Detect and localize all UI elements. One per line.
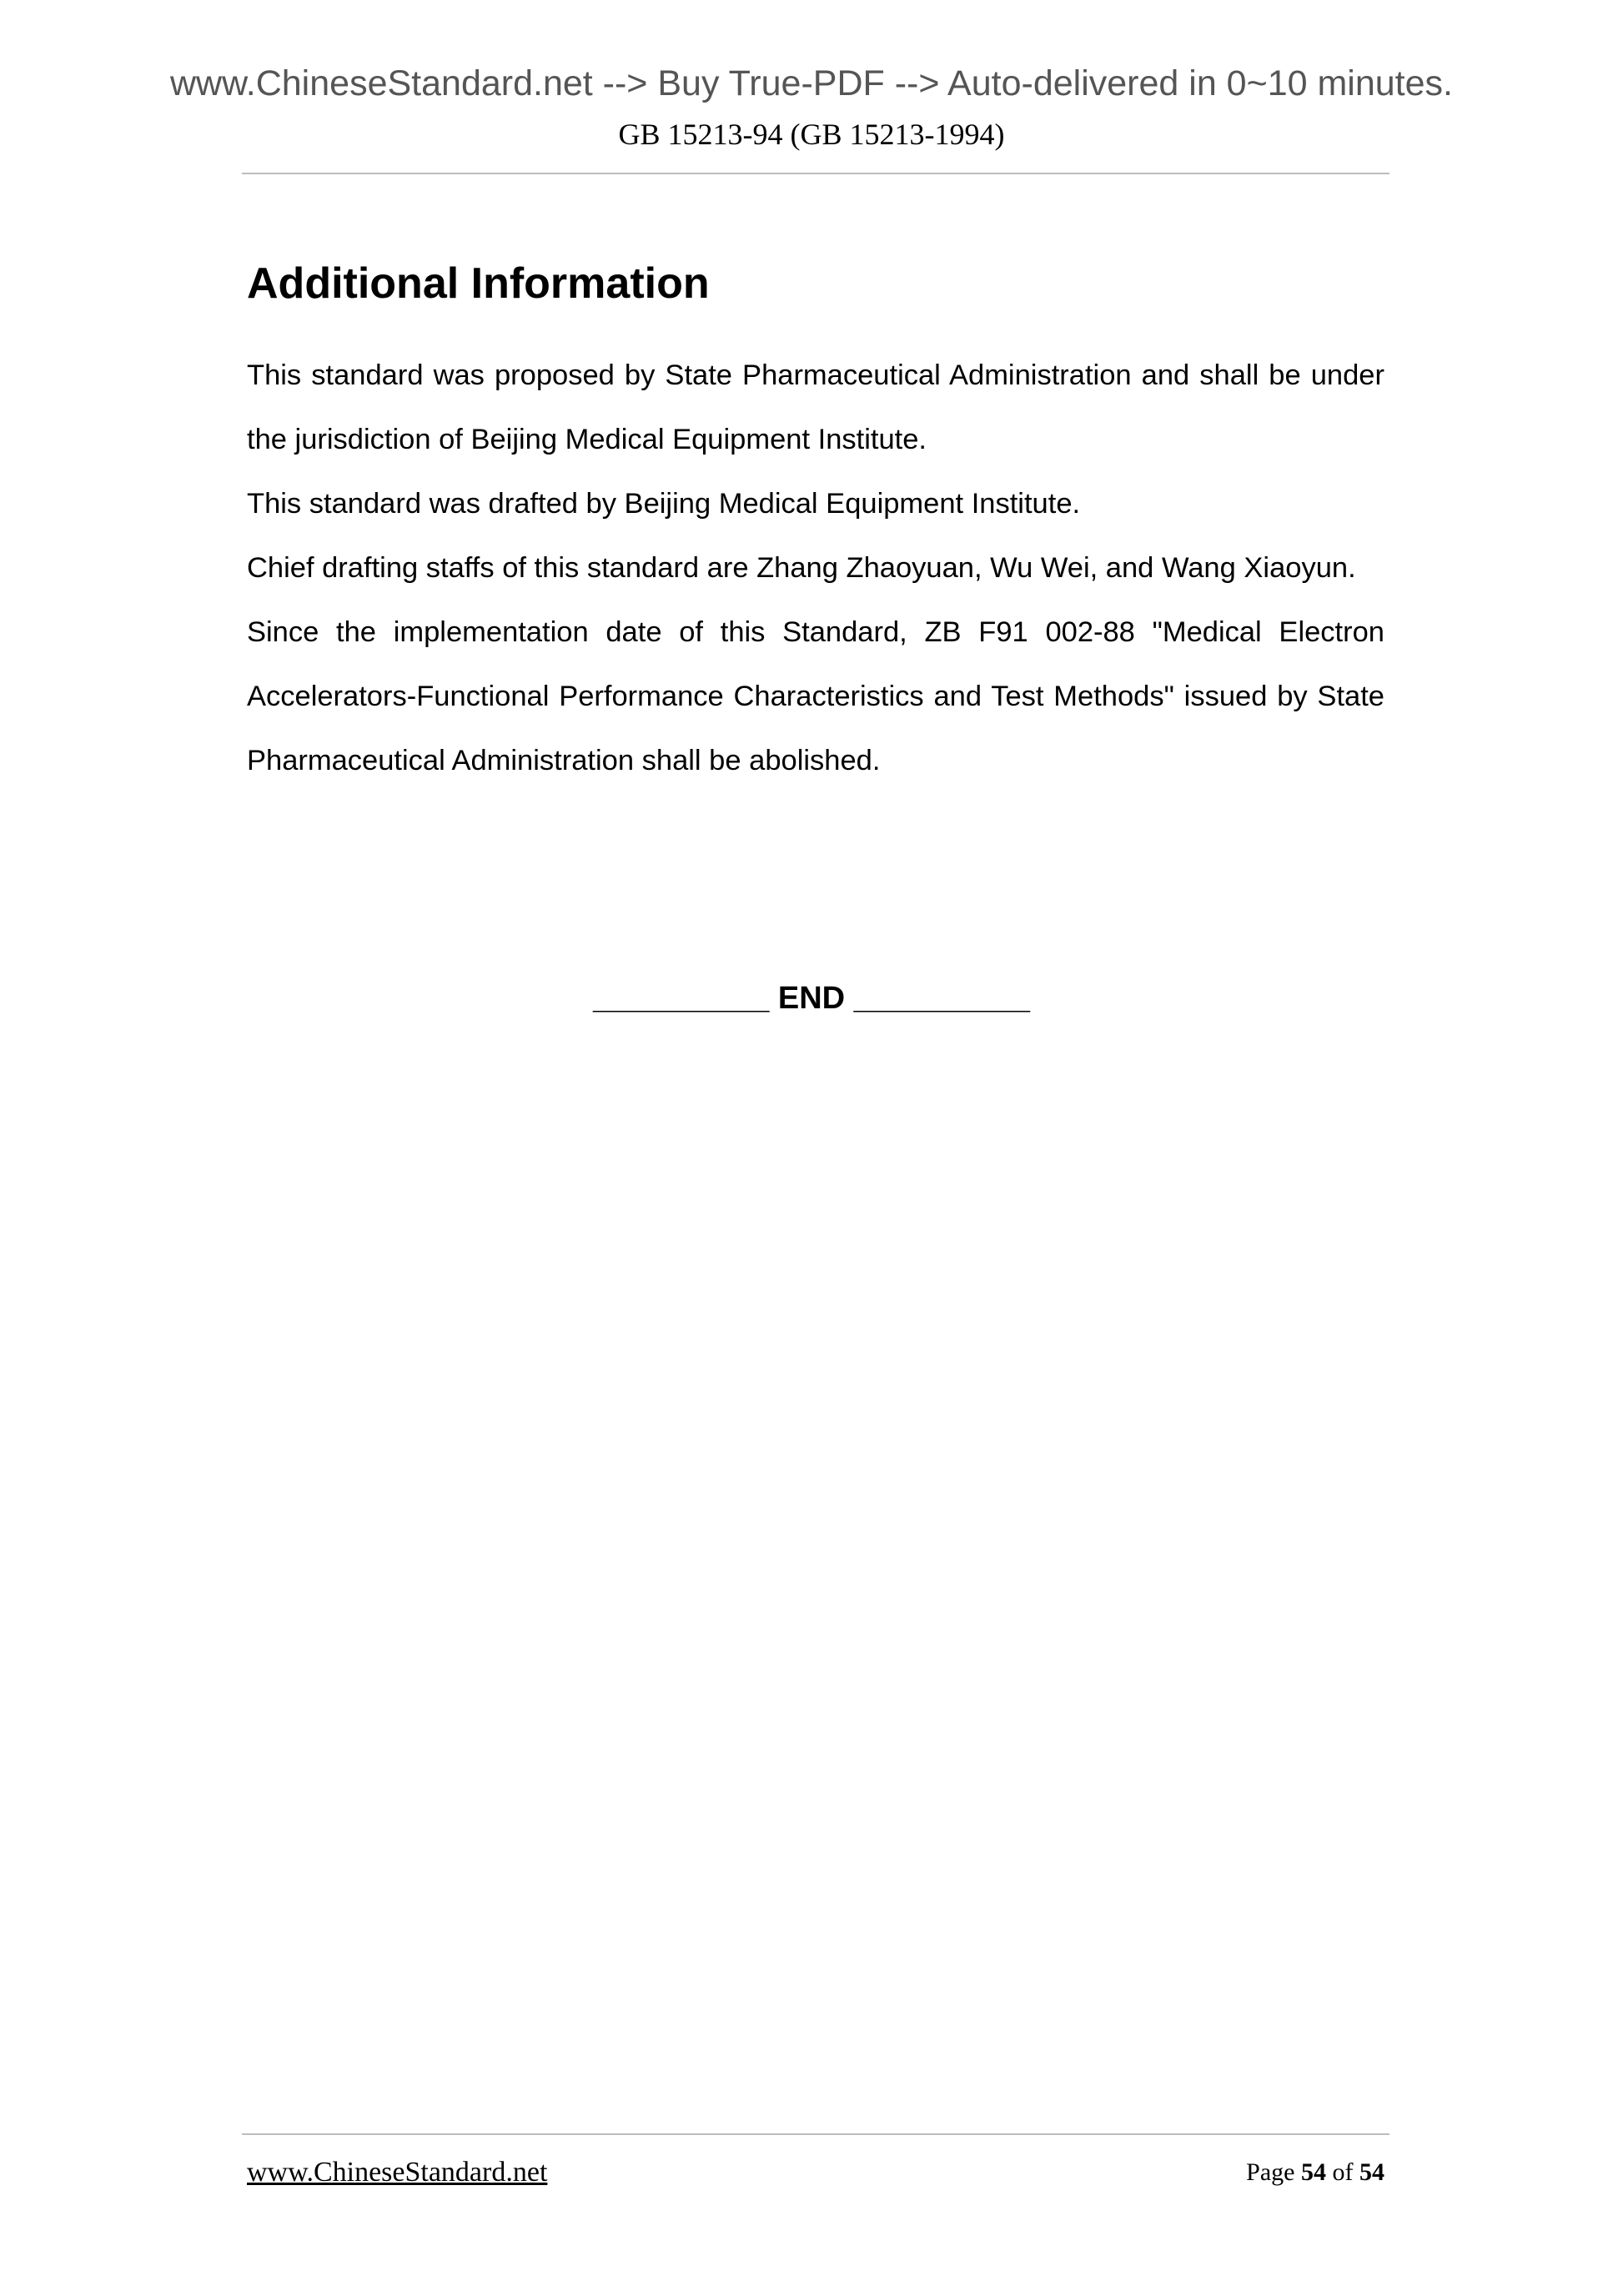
header-divider <box>242 173 1389 174</box>
end-marker: __________ END __________ <box>592 981 1031 1016</box>
section-heading: Additional Information <box>247 259 710 308</box>
paragraph-proposed-by: This standard was proposed by State Pharmaceutical Administration and shall be under the jurisdiction of Beijing Medical Equipment Institute. <box>247 359 1384 455</box>
page-current: 54 <box>1301 2158 1326 2186</box>
site-banner: www.ChineseStandard.net --> Buy True-PDF --> Auto-delivered in 0~10 minutes. <box>169 63 1453 103</box>
page-number <box>1246 2158 1384 2187</box>
page-total: 54 <box>1359 2158 1384 2186</box>
footer-site-link[interactable]: www.ChineseStandard.net <box>247 2157 548 2188</box>
page-of: of <box>1332 2158 1354 2186</box>
footer-divider <box>242 2133 1389 2135</box>
page-prefix: Page <box>1246 2158 1295 2186</box>
paragraph-drafting-staff: Chief drafting staffs of this standard are Zhang Zhaoyuan, Wu Wei, and Wang Xiaoyun. <box>247 552 1356 584</box>
paragraph-drafted-by: This standard was drafted by Beijing Medical Equipment Institute. <box>247 488 1081 520</box>
document-id: GB 15213-94 (GB 15213-1994) <box>618 118 1005 151</box>
paragraph-abolished-standard: Since the implementation date of this Standard, ZB F91 002-88 "Medical Electron Accelerators-Functional Performance Characteristics and Test Methods" issued by State Pharmaceutical Administration shall be abolished. <box>247 616 1384 776</box>
document-body <box>247 250 1384 793</box>
